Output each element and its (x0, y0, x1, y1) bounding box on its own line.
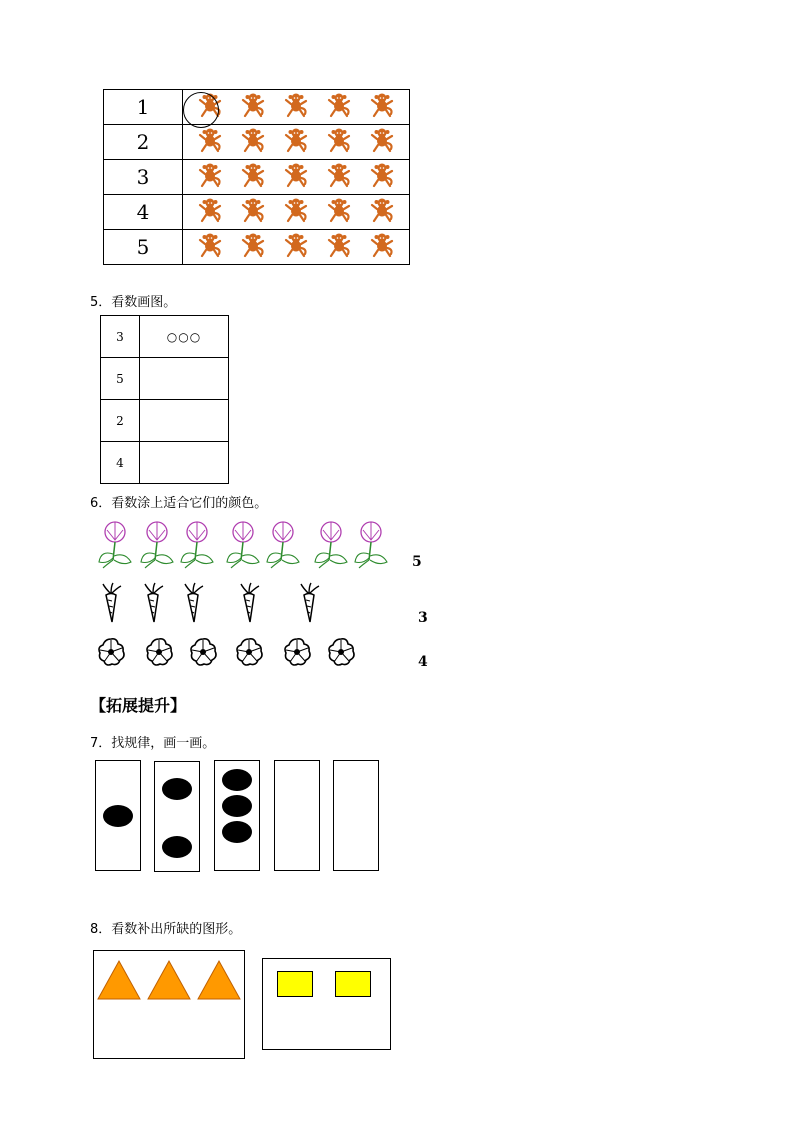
flower-icon (263, 520, 303, 574)
monkey-cell (183, 125, 410, 160)
pattern-box (154, 761, 200, 872)
monkey-icon (327, 232, 351, 262)
triangle-shape (148, 961, 190, 999)
flower-row (95, 520, 395, 570)
monkey-cell (183, 90, 410, 125)
blossom-icon (325, 636, 357, 672)
flower-icon (177, 520, 217, 574)
monkey-icon (327, 162, 351, 192)
row-number: 1 (104, 90, 183, 125)
draw-area[interactable]: ○○○ (140, 316, 229, 358)
triangle-shape (98, 961, 140, 999)
monkey-icon (198, 232, 222, 262)
triangle-box (93, 950, 245, 1059)
monkey-icon (241, 127, 265, 157)
draw-area[interactable] (140, 358, 229, 400)
pattern-box (95, 760, 141, 871)
carrot-icon (235, 582, 263, 628)
black-dot (222, 795, 252, 817)
carrot-count: 3 (418, 610, 428, 626)
flower-icon (223, 520, 263, 574)
blossom-icon (143, 636, 175, 672)
black-dot (222, 769, 252, 791)
count-row (104, 195, 410, 230)
monkey-icon (327, 197, 351, 227)
count-row (104, 230, 410, 265)
blank-pattern-box[interactable] (333, 760, 379, 871)
row-number: 2 (104, 125, 183, 160)
black-dot (162, 778, 192, 800)
carrot-icon (295, 582, 323, 628)
draw-number: 4 (101, 442, 140, 484)
draw-area[interactable] (140, 400, 229, 442)
monkey-icon (241, 197, 265, 227)
monkey-icon (198, 197, 222, 227)
blossom-icon (187, 636, 219, 672)
monkey-icon (198, 127, 222, 157)
count-row (104, 160, 410, 195)
flower-count: 5 (412, 554, 422, 570)
monkey-cell (183, 195, 410, 230)
monkey-icon (241, 232, 265, 262)
q5-label: 5．看数画图。 (90, 295, 177, 310)
count-row (104, 90, 410, 125)
draw-row (101, 442, 229, 484)
monkey-icon (327, 92, 351, 122)
square-shape (277, 971, 313, 997)
monkey-icon (241, 92, 265, 122)
row-number: 4 (104, 195, 183, 230)
square-shape (335, 971, 371, 997)
monkey-icon (284, 232, 308, 262)
flower-icon (137, 520, 177, 574)
monkey-icon (284, 127, 308, 157)
draw-row (101, 358, 229, 400)
q8-label: 8．看数补出所缺的图形。 (90, 922, 242, 937)
black-dot (103, 805, 133, 827)
flower-icon (351, 520, 391, 574)
carrot-icon (97, 582, 125, 628)
count-row (104, 125, 410, 160)
monkey-icon (327, 127, 351, 157)
triangle-group (94, 959, 244, 1019)
flower-icon (95, 520, 135, 574)
monkey-cell (183, 160, 410, 195)
black-dot (162, 836, 192, 858)
draw-number: 2 (101, 400, 140, 442)
section-title: 【拓展提升】 (90, 696, 187, 715)
carrot-icon (179, 582, 207, 628)
triangle-shape (198, 961, 240, 999)
count-table (103, 89, 410, 265)
pattern-box (214, 760, 260, 871)
draw-row (101, 316, 229, 358)
monkey-icon (284, 197, 308, 227)
blank-pattern-box[interactable] (274, 760, 320, 871)
monkey-icon (284, 92, 308, 122)
q6-label: 6．看数涂上适合它们的颜色。 (90, 496, 268, 511)
monkey-icon (284, 162, 308, 192)
monkey-icon (241, 162, 265, 192)
row-number: 5 (104, 230, 183, 265)
circle-mark (183, 92, 219, 128)
monkey-icon (370, 197, 394, 227)
black-dot (222, 821, 252, 843)
carrot-icon (139, 582, 167, 628)
draw-area[interactable] (140, 442, 229, 484)
blossom-icon (95, 636, 127, 672)
monkey-icon (370, 232, 394, 262)
blossom-icon (281, 636, 313, 672)
draw-number: 3 (101, 316, 140, 358)
monkey-icon (198, 162, 222, 192)
draw-number: 5 (101, 358, 140, 400)
blossom-icon (233, 636, 265, 672)
blossom-count: 4 (418, 654, 428, 670)
monkey-icon (370, 127, 394, 157)
monkey-icon (370, 162, 394, 192)
row-number: 3 (104, 160, 183, 195)
flower-icon (311, 520, 351, 574)
carrot-row (95, 582, 395, 624)
draw-table (100, 315, 229, 484)
q7-label: 7．找规律，画一画。 (90, 736, 216, 751)
square-box (262, 958, 391, 1050)
monkey-cell (183, 230, 410, 265)
monkey-icon (370, 92, 394, 122)
blossom-row (95, 636, 395, 672)
draw-row (101, 400, 229, 442)
